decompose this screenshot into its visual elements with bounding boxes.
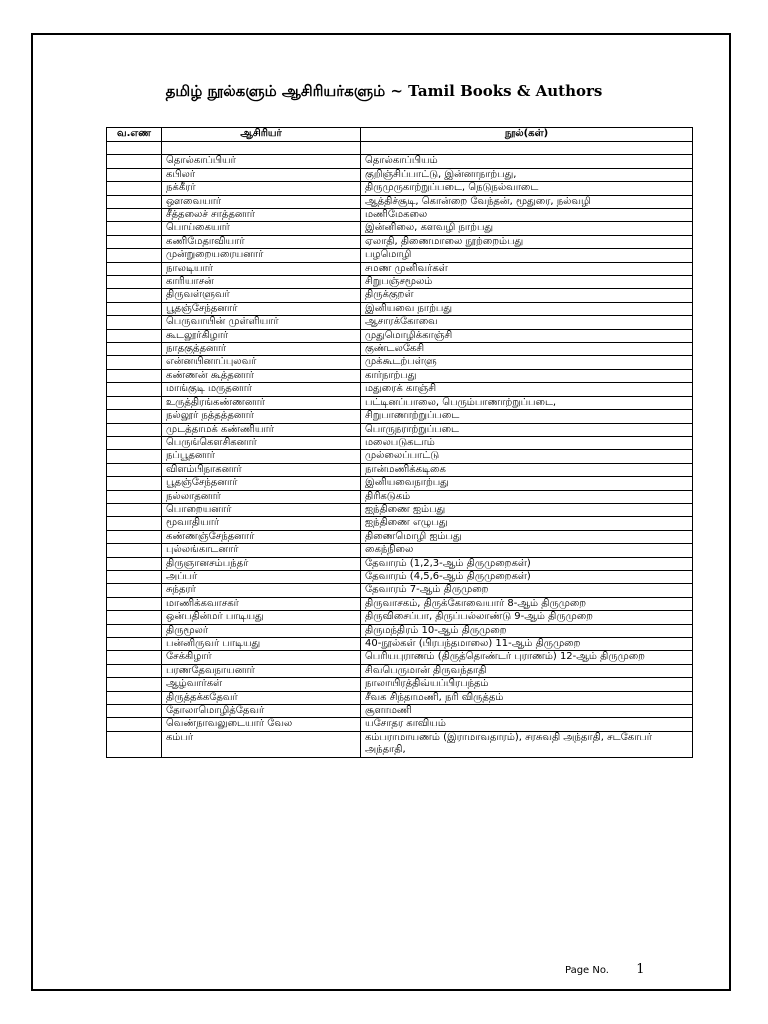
page-number-label: Page No. (565, 965, 609, 976)
books-cell: யசோதர காவியம் (361, 718, 693, 731)
books-cell: தேவாரம் (4,5,6-ஆம் திருமுறைகள்) (361, 570, 693, 583)
author-cell: தோலாமொழித்தேவர் (162, 705, 361, 718)
serial-cell (107, 477, 162, 490)
books-cell: கைந்நிலை (361, 544, 693, 557)
table-row (107, 731, 693, 757)
books-cell: நான்மணிக்கடிகை (361, 463, 693, 476)
table-row (107, 691, 693, 704)
author-cell: முன்றுறையரையனார் (162, 249, 361, 262)
table-row (107, 329, 693, 342)
author-cell: கம்பர் (162, 731, 361, 757)
table-row (107, 142, 693, 155)
table-row (107, 249, 693, 262)
serial-cell (107, 195, 162, 208)
author-cell: கண்ணஞ்சேந்தனார் (162, 530, 361, 543)
author-cell: ஔவையார் (162, 195, 361, 208)
books-cell: பெரியபுராணம் (திருத்தொண்டர் புராணம்) 12-ஆம் திருமுறை (361, 651, 693, 664)
page-title: தமிழ் நூல்களும் ஆசிரியர்களும் ~ Tamil Books & Authors (165, 82, 603, 100)
table-row (107, 584, 693, 597)
table-header-row (107, 128, 693, 142)
serial-cell (107, 383, 162, 396)
author-cell: உருத்திரங்கண்ணனார் (162, 396, 361, 409)
author-cell: முடத்தாமக் கண்ணியார் (162, 423, 361, 436)
author-cell: நாதகுத்தனார் (162, 343, 361, 356)
serial-cell (107, 289, 162, 302)
serial-cell (107, 142, 162, 155)
serial-cell (107, 651, 162, 664)
author-cell: விளம்பிநாகனார் (162, 463, 361, 476)
serial-cell (107, 597, 162, 610)
table-row (107, 718, 693, 731)
serial-cell (107, 329, 162, 342)
table-row (107, 396, 693, 409)
author-cell: பொறையனார் (162, 503, 361, 516)
table-row (107, 678, 693, 691)
author-cell: திருத்தக்கதேவர் (162, 691, 361, 704)
books-cell: சீவக சிந்தாமணி, நரி விருத்தம் (361, 691, 693, 704)
serial-cell (107, 705, 162, 718)
author-cell: பூதஞ்சேந்தனார் (162, 477, 361, 490)
serial-cell (107, 691, 162, 704)
serial-cell (107, 316, 162, 329)
books-cell: சிவபெருமான் திருவந்தாதி (361, 664, 693, 677)
table-row (107, 624, 693, 637)
serial-cell (107, 584, 162, 597)
serial-cell (107, 276, 162, 289)
books-cell: திருவாசகம், திருக்கோவையார் 8-ஆம் திருமுறை (361, 597, 693, 610)
books-cell: முதுமொழிக்காஞ்சி (361, 329, 693, 342)
table-row (107, 557, 693, 570)
author-cell: நப்பூதனார் (162, 450, 361, 463)
author-cell: கண்ணன் கூத்தனார் (162, 369, 361, 382)
header-serial: வ.எண (107, 128, 162, 142)
author-cell: திருவள்ளுவர் (162, 289, 361, 302)
author-cell: பரணதேவநாயனார் (162, 664, 361, 677)
serial-cell (107, 557, 162, 570)
table-row (107, 356, 693, 369)
books-cell: திருக்குறள் (361, 289, 693, 302)
books-cell: தேவாரம் 7-ஆம் திருமுறை (361, 584, 693, 597)
table-row (107, 490, 693, 503)
books-cell: இனியவை நாற்பது (361, 302, 693, 315)
author-cell: பொய்கையார் (162, 222, 361, 235)
serial-cell (107, 678, 162, 691)
header-books: நூல்(கள்) (361, 128, 693, 142)
serial-cell (107, 490, 162, 503)
books-cell: முல்லைப்பாட்டு (361, 450, 693, 463)
table-row (107, 410, 693, 423)
table-row (107, 182, 693, 195)
books-cell: பட்டினப்பாலை, பெரும்பாணாற்றுப்படை, (361, 396, 693, 409)
serial-cell (107, 423, 162, 436)
table-row (107, 289, 693, 302)
table-row (107, 316, 693, 329)
books-cell: குண்டலகேசி (361, 343, 693, 356)
serial-cell (107, 168, 162, 181)
serial-cell (107, 262, 162, 275)
author-cell: நல்லூர் நத்தத்தனார் (162, 410, 361, 423)
table-row (107, 369, 693, 382)
page-number: 1 (636, 962, 645, 977)
books-cell: திருமந்திரம் 10-ஆம் திருமுறை (361, 624, 693, 637)
books-cell: சமண முனிவர்கள் (361, 262, 693, 275)
table-row (107, 155, 693, 168)
author-cell: காரியாசன் (162, 276, 361, 289)
books-cell: திரிகடுகம் (361, 490, 693, 503)
table-row (107, 530, 693, 543)
author-cell: நக்கீரர் (162, 182, 361, 195)
serial-cell (107, 530, 162, 543)
serial-cell (107, 209, 162, 222)
table-row (107, 463, 693, 476)
books-cell: இன்னிலை, களவழி நாற்பது (361, 222, 693, 235)
books-cell: ஐந்திணை ஐம்பது (361, 503, 693, 516)
serial-cell (107, 222, 162, 235)
page-footer (565, 962, 644, 977)
serial-cell (107, 155, 162, 168)
table-row (107, 302, 693, 315)
table-row (107, 705, 693, 718)
serial-cell (107, 450, 162, 463)
books-cell: திணைமொழி ஐம்பது (361, 530, 693, 543)
books-cell: ஏலாதி, திணைமாலை நூற்றைம்பது (361, 235, 693, 248)
serial-cell (107, 570, 162, 583)
books-cell: சிறுபஞ்சமூலம் (361, 276, 693, 289)
books-cell: ஆசாரக்கோவை (361, 316, 693, 329)
books-cell: திருமுருகாற்றுப்படை, நெடுநல்வாடை (361, 182, 693, 195)
books-cell: தேவாரம் (1,2,3-ஆம் திருமுறைகள்) (361, 557, 693, 570)
author-cell: ஒன்பதின்மர் பாடியது (162, 611, 361, 624)
books-cell: நாலாயிரத்திவ்யப்பிரபந்தம் (361, 678, 693, 691)
table-row (107, 611, 693, 624)
serial-cell (107, 544, 162, 557)
table-row (107, 450, 693, 463)
serial-cell (107, 302, 162, 315)
author-cell: பெருங்கௌசிகனார் (162, 436, 361, 449)
books-cell: கம்பராமாயணம் (இராமாவதாரம்), சரசுவதி அந்தாதி, சடகோபர் அந்தாதி, (361, 731, 693, 757)
author-cell: புல்லங்காடனார் (162, 544, 361, 557)
books-cell: இனியவைநாற்பது (361, 477, 693, 490)
author-cell: என்னயினாப்புலவர் (162, 356, 361, 369)
table-row (107, 383, 693, 396)
serial-cell (107, 249, 162, 262)
serial-cell (107, 624, 162, 637)
table-row (107, 570, 693, 583)
author-cell: தொல்காப்பியர் (162, 155, 361, 168)
table-row (107, 423, 693, 436)
author-cell: திருமூலர் (162, 624, 361, 637)
header-author: ஆசிரியர் (162, 128, 361, 142)
books-cell: கார்நாற்பது (361, 369, 693, 382)
table-row (107, 276, 693, 289)
books-authors-table (106, 127, 693, 758)
books-cell: பொருநராற்றுப்படை (361, 423, 693, 436)
table-row (107, 436, 693, 449)
books-cell: குறிஞ்சிப்பாட்டு, இன்னாநாற்பது, (361, 168, 693, 181)
author-cell: மாங்குடி மருதனார் (162, 383, 361, 396)
table-row (107, 343, 693, 356)
serial-cell (107, 664, 162, 677)
author-cell: திருஞானசம்பந்தர் (162, 557, 361, 570)
table-row (107, 235, 693, 248)
author-cell: பூதஞ்சேந்தனார் (162, 302, 361, 315)
books-cell: மணிமேகலை (361, 209, 693, 222)
author-cell: மாணிக்கவாசகர் (162, 597, 361, 610)
books-cell (361, 142, 693, 155)
serial-cell (107, 463, 162, 476)
author-cell: சேக்கிழார் (162, 651, 361, 664)
table-row (107, 651, 693, 664)
serial-cell (107, 503, 162, 516)
serial-cell (107, 718, 162, 731)
author-cell: கணிமேதாவியார் (162, 235, 361, 248)
serial-cell (107, 731, 162, 757)
serial-cell (107, 369, 162, 382)
books-cell: திருவிசைப்பா, திருப்பல்லாண்டு 9-ஆம் திருமுறை (361, 611, 693, 624)
serial-cell (107, 182, 162, 195)
books-cell: ஆத்திச்சூடி, கொன்றை வேந்தன், மூதுரை, நல்வழி (361, 195, 693, 208)
table-row (107, 262, 693, 275)
table-row (107, 209, 693, 222)
table-row (107, 168, 693, 181)
table-row (107, 664, 693, 677)
books-cell: முக்கூடற்பள்ளு (361, 356, 693, 369)
table-row (107, 477, 693, 490)
author-cell: அப்பர் (162, 570, 361, 583)
author-cell: பன்னிருவர் பாடியது (162, 638, 361, 651)
serial-cell (107, 638, 162, 651)
serial-cell (107, 356, 162, 369)
books-cell: 40-நூல்கள் (பிரபந்தமாலை) 11-ஆம் திருமுறை (361, 638, 693, 651)
books-cell: மதுரைக் காஞ்சி (361, 383, 693, 396)
serial-cell (107, 235, 162, 248)
author-cell: சீத்தலைச் சாத்தனார் (162, 209, 361, 222)
author-cell: நல்லாதனார் (162, 490, 361, 503)
table-row (107, 597, 693, 610)
books-cell: சூளாமணி (361, 705, 693, 718)
serial-cell (107, 396, 162, 409)
author-cell: பெருவாயின் முள்ளியார் (162, 316, 361, 329)
table-row (107, 638, 693, 651)
author-cell: கபிலர் (162, 168, 361, 181)
table-row (107, 222, 693, 235)
books-cell: தொல்காப்பியம் (361, 155, 693, 168)
serial-cell (107, 410, 162, 423)
author-cell (162, 142, 361, 155)
books-cell: பழமொழி (361, 249, 693, 262)
serial-cell (107, 343, 162, 356)
table-row (107, 195, 693, 208)
author-cell: மூவாதியார் (162, 517, 361, 530)
table-row (107, 503, 693, 516)
author-cell: நாலடியார் (162, 262, 361, 275)
books-cell: ஐந்திணை எழுபது (361, 517, 693, 530)
serial-cell (107, 517, 162, 530)
table-row (107, 544, 693, 557)
serial-cell (107, 436, 162, 449)
author-cell: சுந்தரர் (162, 584, 361, 597)
author-cell: கூடலூர்கிழார் (162, 329, 361, 342)
serial-cell (107, 611, 162, 624)
books-cell: சிறுபாணாற்றுப்படை (361, 410, 693, 423)
books-cell: மலைபடுகடாம் (361, 436, 693, 449)
author-cell: ஆழ்வார்கள் (162, 678, 361, 691)
author-cell: வெண்நாவலுடையார் வேல (162, 718, 361, 731)
table-row (107, 517, 693, 530)
